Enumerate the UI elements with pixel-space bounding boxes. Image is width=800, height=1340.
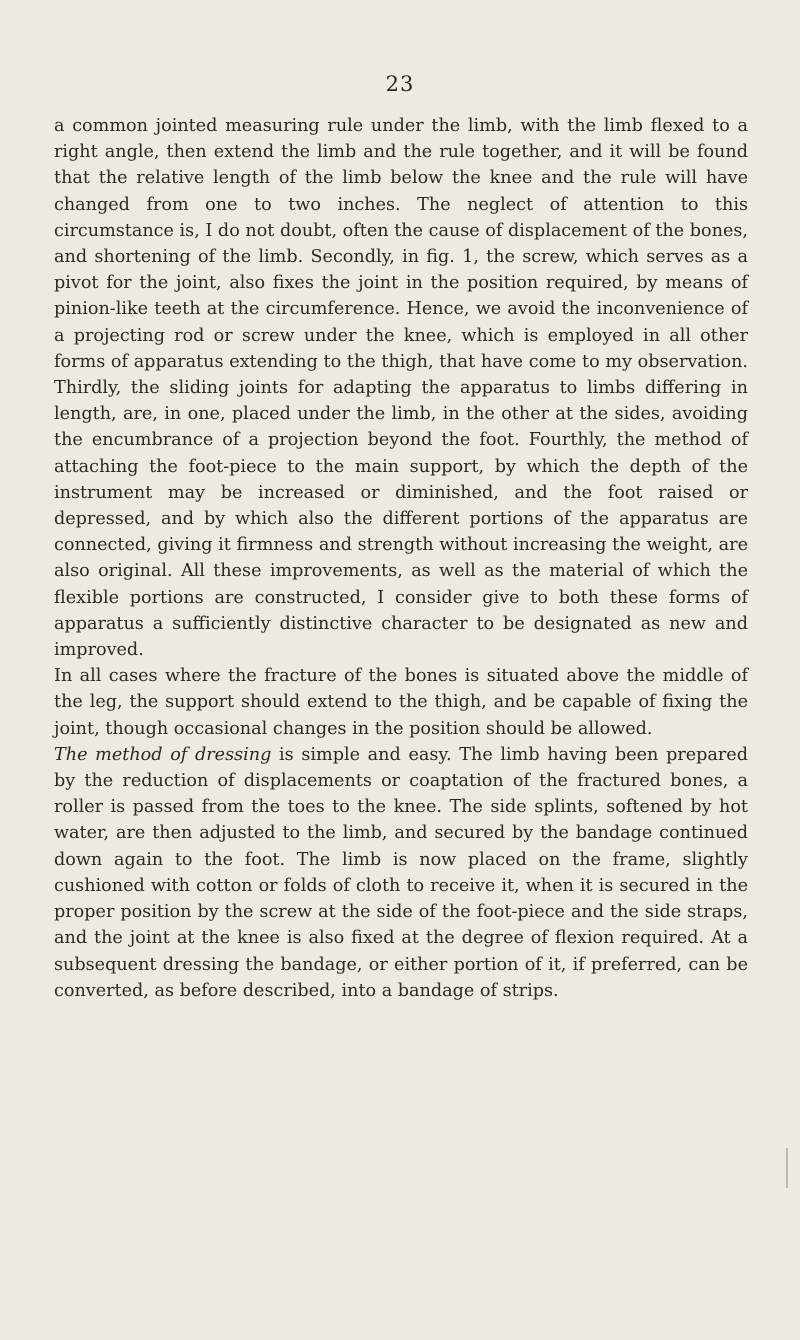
paragraph-3 bbox=[54, 742, 748, 1004]
page-number: 23 bbox=[385, 72, 415, 96]
body-text bbox=[54, 113, 748, 1004]
paragraph-3-lead: The method of dressing bbox=[54, 744, 272, 765]
paragraph-1: a common jointed measuring rule under the limb, with the limb flexed to a right angle, then extend the limb and the rule together, and it will be found that the relative length of the limb below the knee and the rule will have changed from one to two inches. The neglect of attention to this circumstance is, I do not doubt, often the cause of displacement of the bones, and shortening of the limb. Secondly, in fig. 1, the screw, which serves as a pivot for the joint, also fixes the joint in the position required, by means of pinion-like teeth at the circumference. Hence, we avoid the inconvenience of a projecting rod or screw under the knee, which is employed in all other forms of apparatus extending to the thigh, that have come to my observation. Thirdly, the sliding joints for adapting the apparatus to limbs differing in length, are, in one, placed under the limb, in the other at the sides, avoiding the encumbrance of a projection beyond the foot. Fourthly, the method of attaching the foot-piece to the main support, by which the depth of the instrument may be increased or diminished, and the foot raised or depressed, and by which also the different portions of the apparatus are connected, giving it firmness and strength without increasing the weight, are also original. All these improvements, as well as the material of which the flexible portions are constructed, I consider give to both these forms of apparatus a sufficiently distinctive character to be designated as new and improved. bbox=[54, 116, 748, 661]
scan-mark bbox=[786, 1148, 788, 1188]
paragraph-3-body: is simple and easy. The limb having been prepared by the reduction of displacements or coaptation of the fractured bones, a roller is passed from the toes to the knee. The side splints, softened by hot water, are then adjusted to the limb, and secured by the bandage continued down again to the foot. The limb is now placed on the frame, slightly cushioned with cotton or folds of cloth to receive it, when it is secured in the proper position by the screw at the side of the foot-piece and the side straps, and the joint at the knee is also fixed at the degree of flexion required. At a subsequent dressing the bandage, or either portion of it, if preferred, can be converted, as before described, into a bandage of strips. bbox=[54, 744, 748, 1001]
paragraph-2: In all cases where the fracture of the bones is situated above the middle of the leg, the support should extend to the thigh, and be capable of fixing the joint, though occasional changes in the position should be allowed. bbox=[54, 666, 748, 739]
